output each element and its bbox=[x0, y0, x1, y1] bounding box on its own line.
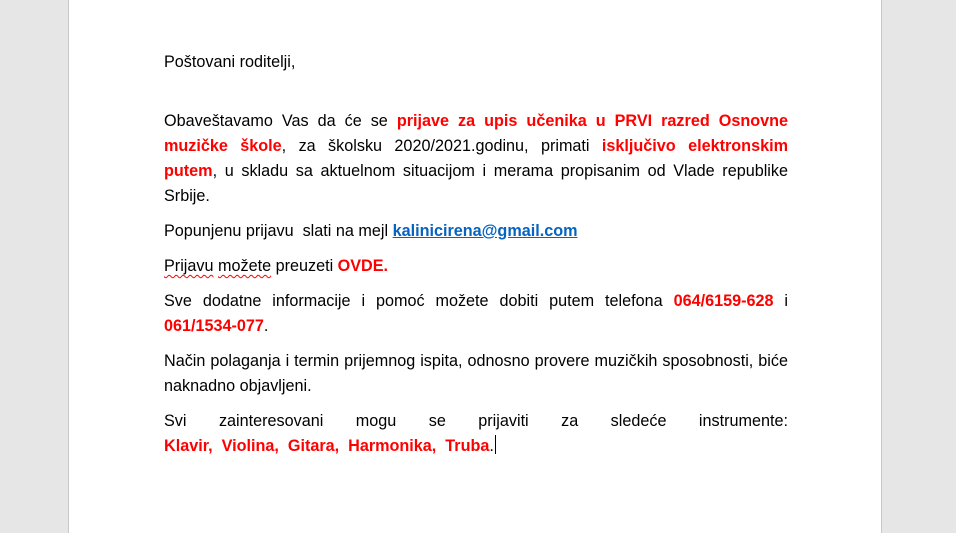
paragraph-email bbox=[164, 219, 788, 244]
document-body[interactable] bbox=[164, 50, 788, 469]
greeting-text: Poštovani roditelji, bbox=[164, 53, 296, 71]
announcement-text-2: , za školsku 2020/2021.godinu, primati bbox=[281, 137, 602, 155]
instruments-period: . bbox=[489, 437, 494, 455]
contact-text-3: . bbox=[263, 317, 269, 335]
announcement-highlight-electronic: isključivo elektronskim putem bbox=[164, 137, 788, 180]
document-page bbox=[68, 0, 882, 533]
paragraph-download bbox=[164, 254, 788, 279]
email-link[interactable]: kalinicirena@gmail.com bbox=[392, 222, 578, 240]
text-cursor bbox=[495, 435, 496, 454]
announcement-highlight-enrollment: prijave za upis učenika u PRVI razred Osnovne muzičke škole bbox=[164, 112, 788, 155]
paragraph-instruments bbox=[164, 409, 788, 459]
exam-text: Način polaganja i termin prijemnog ispita, odnosno provere muzičkih sposobnosti, biće naknadno objavljeni. bbox=[164, 352, 788, 395]
greeting-line bbox=[164, 50, 788, 75]
phone-number-1: 064/6159-628 bbox=[673, 292, 774, 310]
email-intro-text: Popunjenu prijavu slati na mejl bbox=[164, 222, 393, 240]
contact-text-2: i bbox=[773, 292, 789, 310]
paragraph-announcement bbox=[164, 109, 788, 209]
paragraph-exam bbox=[164, 349, 788, 399]
paragraph-contact bbox=[164, 289, 788, 339]
instruments-intro-text: Svi zainteresovani mogu se prijaviti za sledeće instrumente: bbox=[164, 412, 788, 430]
download-word-prijavu: Prijavu bbox=[164, 257, 214, 275]
announcement-text-1: Obaveštavamo Vas da će se bbox=[164, 112, 397, 130]
download-word-preuzeti: preuzeti bbox=[275, 257, 334, 275]
instruments-list: Klavir, Violina, Gitara, Harmonika, Truba bbox=[164, 437, 490, 455]
announcement-text-3: , u skladu sa aktuelnom situacijom i merama propisanim od Vlade republike Srbije. bbox=[164, 162, 788, 205]
phone-number-2: 061/1534-077 bbox=[164, 317, 264, 335]
download-word-mozete: možete bbox=[217, 257, 272, 275]
download-here-link[interactable]: OVDE. bbox=[337, 257, 389, 275]
contact-text-1: Sve dodatne informacije i pomoć možete dobiti putem telefona bbox=[164, 292, 674, 310]
